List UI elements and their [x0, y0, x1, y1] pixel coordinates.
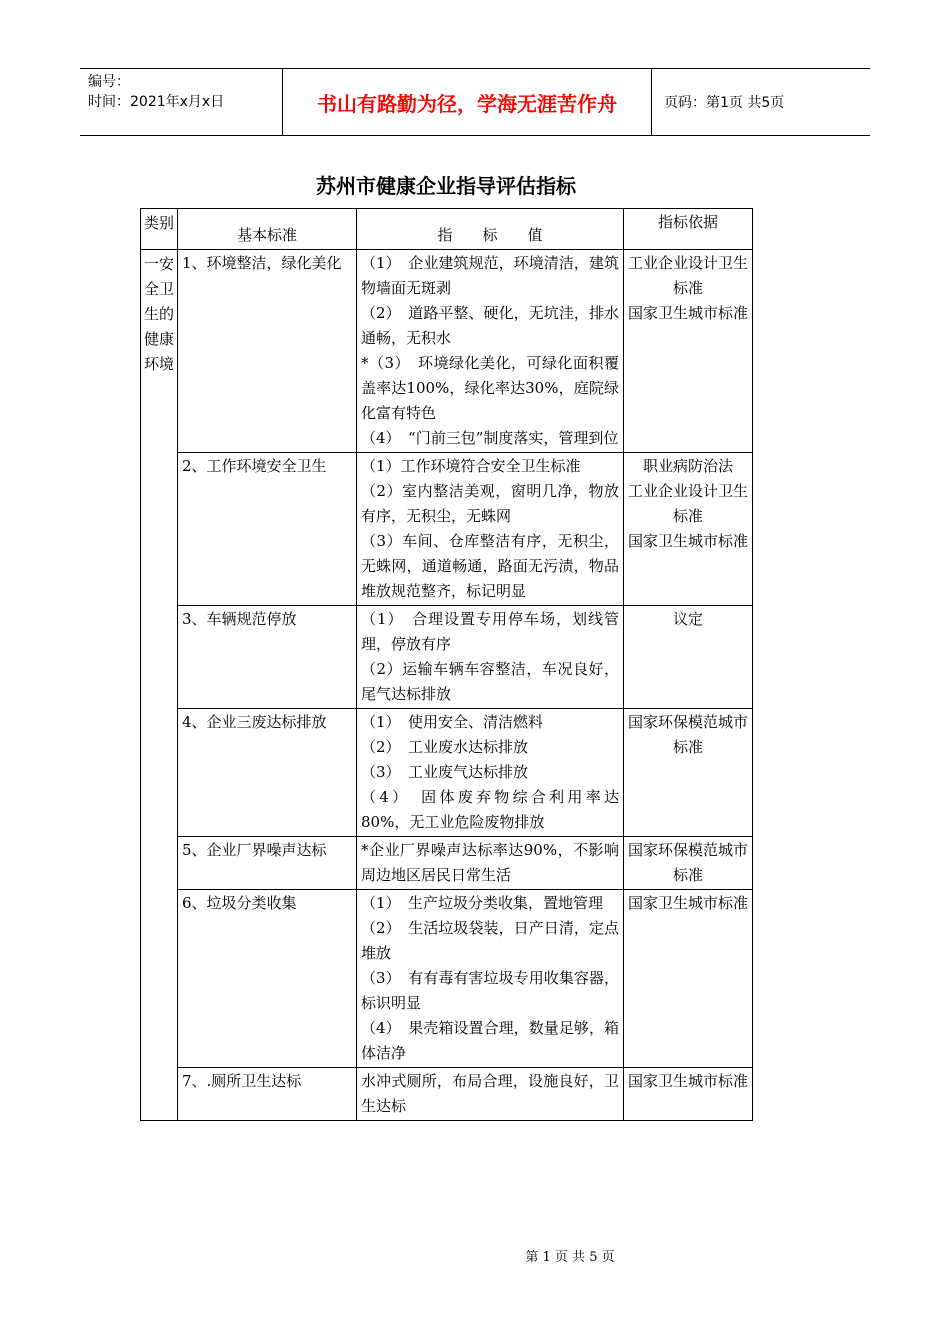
value-cell — [357, 1068, 624, 1121]
value-item: （2）室内整洁美观，窗明几净，物放有序，无积尘，无蛛网 — [361, 482, 619, 525]
basis-item: 职业病防治法 — [642, 457, 733, 475]
standard-cell: 4、企业三废达标排放 — [178, 709, 357, 837]
header-value: 指 标 值 — [357, 209, 624, 250]
value-item: （3）车间、仓库整洁有序，无积尘，无蛛网，通道畅通，路面无污渍，物品堆放规范整齐，标记明显 — [361, 532, 619, 600]
number-label: 编号： — [88, 74, 130, 90]
value-item: （4） “门前三包”制度落实，管理到位 — [361, 429, 619, 447]
basis-cell — [624, 250, 753, 453]
basis-item: 国家卫生城市标准 — [628, 532, 749, 550]
time-label: 时间：2021年x月x日 — [88, 94, 225, 110]
value-cell — [357, 709, 624, 837]
value-item: （2） 生活垃圾袋装，日产日清，定点堆放 — [361, 919, 619, 962]
value-item: （2） 工业废水达标排放 — [361, 738, 529, 756]
basis-item: 议定 — [672, 610, 703, 628]
value-item: （2）运输车辆车容整洁，车况良好，尾气达标排放 — [361, 660, 619, 703]
value-item: （4） 果壳箱设置合理，数量足够，箱体洁净 — [361, 1019, 619, 1062]
standard-cell: 3、车辆规范停放 — [178, 606, 357, 709]
value-item: （1） 使用安全、清洁燃料 — [361, 713, 544, 731]
standard-cell: 6、垃圾分类收集 — [178, 890, 357, 1068]
basis-item: 国家环保模范城市标准 — [628, 713, 749, 756]
basis-cell — [624, 890, 753, 1068]
value-item: （2） 道路平整、硬化，无坑洼，排水通畅，无积水 — [361, 304, 619, 347]
table-row — [141, 606, 753, 709]
basis-cell — [624, 606, 753, 709]
basis-item: 国家卫生城市标准 — [628, 894, 749, 912]
value-item: （3） 有有毒有害垃圾专用收集容器，标识明显 — [361, 969, 619, 1012]
value-cell — [357, 837, 624, 890]
value-item: 水冲式厕所，布局合理，设施良好，卫生达标 — [361, 1072, 619, 1115]
document-title: 苏州市健康企业指导评估指标 — [316, 174, 576, 198]
page-footer: 第 1 页 共 5 页 — [525, 1250, 615, 1265]
value-item: （1） 企业建筑规范，环境清洁，建筑物墙面无斑剥 — [361, 254, 619, 297]
table-body — [141, 250, 753, 1121]
standard-cell: 5、企业厂界噪声达标 — [178, 837, 357, 890]
motto: 书山有路勤为径，学海无涯苦作舟 — [282, 69, 652, 135]
basis-cell — [624, 709, 753, 837]
header-basis: 指标依据 — [624, 209, 753, 250]
page-header — [80, 68, 870, 136]
header-category: 类别 — [141, 209, 178, 250]
value-item: （1） 合理设置专用停车场，划线管理，停放有序 — [361, 610, 619, 653]
category-cell: 一安全卫生的健康环境 — [141, 250, 178, 1121]
table-row — [141, 837, 753, 890]
value-cell — [357, 250, 624, 453]
basis-cell — [624, 453, 753, 606]
value-item: （1）工作环境符合安全卫生标准 — [361, 457, 581, 475]
basis-item: 国家卫生城市标准 — [628, 304, 749, 322]
table-header-row — [141, 209, 753, 250]
basis-item: 工业企业设计卫生标准 — [628, 482, 749, 525]
basis-item: 国家环保模范城市标准 — [628, 841, 749, 884]
value-item: *企业厂界噪声达标率达90%，不影响周边地区居民日常生活 — [361, 841, 619, 884]
table-row — [141, 250, 753, 453]
header-meta — [80, 69, 282, 135]
value-item: （1） 生产垃圾分类收集，置地管理 — [361, 894, 604, 912]
page-code: 页码：第1页 共5页 — [664, 95, 785, 111]
table-row — [141, 890, 753, 1068]
basis-item: 工业企业设计卫生标准 — [628, 254, 749, 297]
value-cell — [357, 606, 624, 709]
basis-item: 国家卫生城市标准 — [628, 1072, 749, 1090]
value-cell — [357, 453, 624, 606]
standard-cell: 1、环境整洁，绿化美化 — [178, 250, 357, 453]
header-standard: 基本标准 — [178, 209, 357, 250]
basis-cell — [624, 837, 753, 890]
basis-cell — [624, 1068, 753, 1121]
value-cell — [357, 890, 624, 1068]
table-row — [141, 709, 753, 837]
table-row — [141, 1068, 753, 1121]
table-row — [141, 453, 753, 606]
standard-cell: 2、工作环境安全卫生 — [178, 453, 357, 606]
standard-cell: 7、.厕所卫生达标 — [178, 1068, 357, 1121]
indicator-table — [140, 208, 753, 1121]
value-item: *（3） 环境绿化美化，可绿化面积覆盖率达100%，绿化率达30%，庭院绿化富有特色 — [361, 354, 619, 422]
value-item: （4） 固体废弃物综合利用率达80%，无工业危险废物排放 — [361, 788, 619, 831]
value-item: （3） 工业废气达标排放 — [361, 763, 529, 781]
